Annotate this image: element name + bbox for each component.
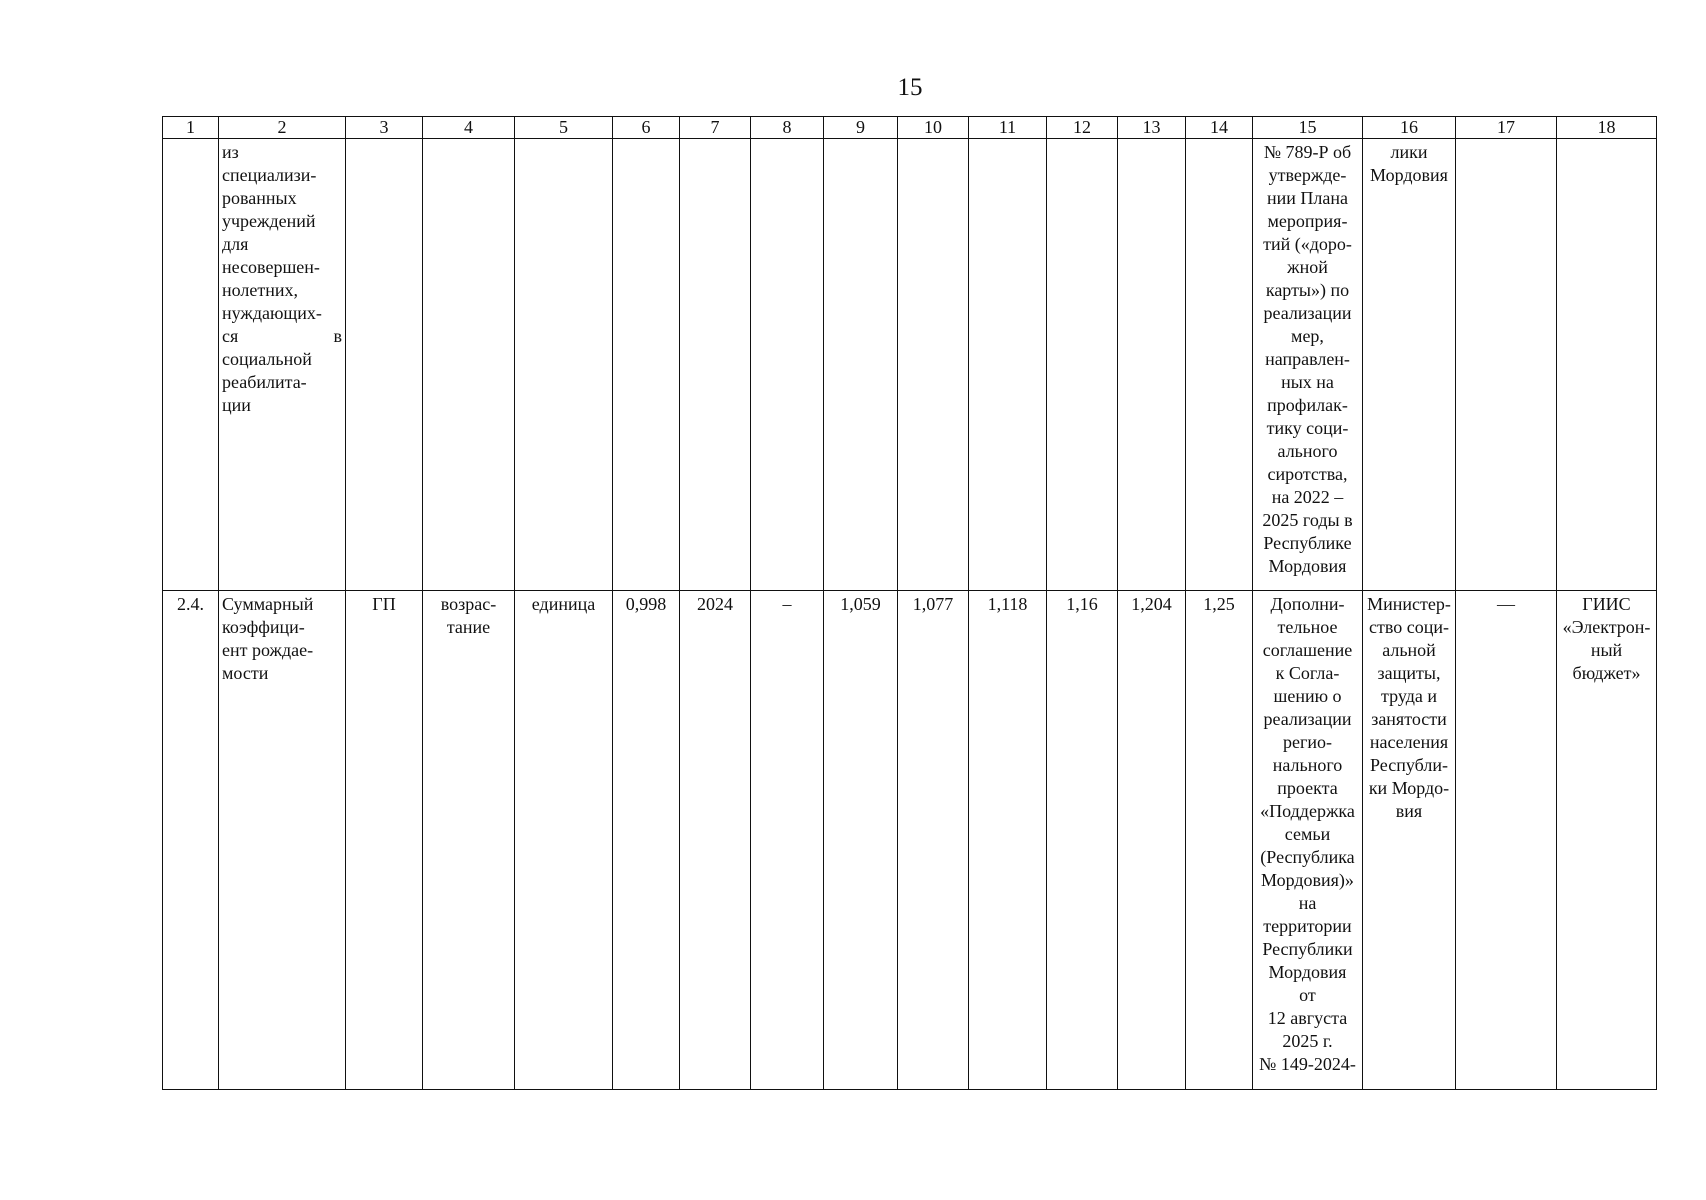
header-cell: 16 xyxy=(1363,117,1456,139)
text-line: ции xyxy=(222,395,251,415)
value-col11: 1,118 xyxy=(969,591,1047,1090)
table-row xyxy=(163,591,1657,1090)
text-line: социальной xyxy=(222,349,312,369)
header-cell: 11 xyxy=(969,117,1047,139)
table-cell xyxy=(751,139,824,591)
header-cell: 3 xyxy=(346,117,423,139)
page-number: 15 xyxy=(897,74,923,101)
table-cell xyxy=(824,139,898,591)
responsible-continued: лики Мордовия xyxy=(1363,139,1456,591)
indicator-name: Суммарный коэффици- ент рождае- мости xyxy=(219,591,346,1090)
table-cell xyxy=(163,139,219,591)
base-year: 2024 xyxy=(680,591,751,1090)
table-cell xyxy=(515,139,613,591)
indicator-trend: возрас- тание xyxy=(423,591,515,1090)
header-cell: 8 xyxy=(751,117,824,139)
header-cell: 6 xyxy=(613,117,680,139)
basis-document-continued: № 789-Р об утвержде- нии Плана мероприя- тий («доро- жной карты») по реализации мер, направлен- ных на профилак- тику соци- ального сиротства, на 2022 – 2025 годы в Республике Мордовия xyxy=(1253,139,1363,591)
table-header-row xyxy=(163,117,1657,139)
header-cell: 15 xyxy=(1253,117,1363,139)
header-cell: 7 xyxy=(680,117,751,139)
basis-document: Дополни- тельное соглашение к Согла- шению о реализации регио- нального проекта «Поддержка семьи (Республика Мордовия)» на территории Республики Мордовия от 12 августа 2025 г. № 149-2024- xyxy=(1253,591,1363,1090)
information-system: ГИИС «Электрон- ный бюджет» xyxy=(1557,591,1657,1090)
indicator-name-continued xyxy=(219,139,346,591)
table-cell xyxy=(423,139,515,591)
indicator-table xyxy=(162,116,1657,1090)
header-cell: 14 xyxy=(1186,117,1253,139)
value-col9: 1,059 xyxy=(824,591,898,1090)
table-cell xyxy=(1557,139,1657,591)
header-cell: 12 xyxy=(1047,117,1118,139)
value-col10: 1,077 xyxy=(898,591,969,1090)
text-line: реабилита- xyxy=(222,372,307,392)
header-cell: 1 xyxy=(163,117,219,139)
header-cell: 4 xyxy=(423,117,515,139)
header-cell: 18 xyxy=(1557,117,1657,139)
table-cell xyxy=(680,139,751,591)
table-cell xyxy=(1186,139,1253,591)
table-cell xyxy=(898,139,969,591)
value-col12: 1,16 xyxy=(1047,591,1118,1090)
text-line: ся в xyxy=(222,326,342,346)
text-line: нолетних, xyxy=(222,280,298,300)
table-row-continued xyxy=(163,139,1657,591)
value-col13: 1,204 xyxy=(1118,591,1186,1090)
header-cell: 13 xyxy=(1118,117,1186,139)
table-cell xyxy=(613,139,680,591)
header-cell: 10 xyxy=(898,117,969,139)
table-cell xyxy=(969,139,1047,591)
text-line: для xyxy=(222,234,249,254)
unit: единица xyxy=(515,591,613,1090)
header-cell: 2 xyxy=(219,117,346,139)
base-value: 0,998 xyxy=(613,591,680,1090)
header-cell: 9 xyxy=(824,117,898,139)
table-cell xyxy=(1456,139,1557,591)
value-col8: – xyxy=(751,591,824,1090)
text-line: рованных xyxy=(222,188,297,208)
text-line: из xyxy=(222,142,239,162)
table-cell xyxy=(1118,139,1186,591)
text-line: нуждающих- xyxy=(222,303,322,323)
text-line: несовершен- xyxy=(222,257,320,277)
responsible-body: Министер- ство соци- альной защиты, труда и занятости населения Республи- ки Мордо- вия xyxy=(1363,591,1456,1090)
text-line: специализи- xyxy=(222,165,317,185)
value-col17: — xyxy=(1456,591,1557,1090)
header-cell: 5 xyxy=(515,117,613,139)
value-col14: 1,25 xyxy=(1186,591,1253,1090)
table-cell xyxy=(1047,139,1118,591)
table-cell xyxy=(346,139,423,591)
text-line: учреждений xyxy=(222,211,316,231)
header-cell: 17 xyxy=(1456,117,1557,139)
indicator-level: ГП xyxy=(346,591,423,1090)
row-number: 2.4. xyxy=(163,591,219,1090)
